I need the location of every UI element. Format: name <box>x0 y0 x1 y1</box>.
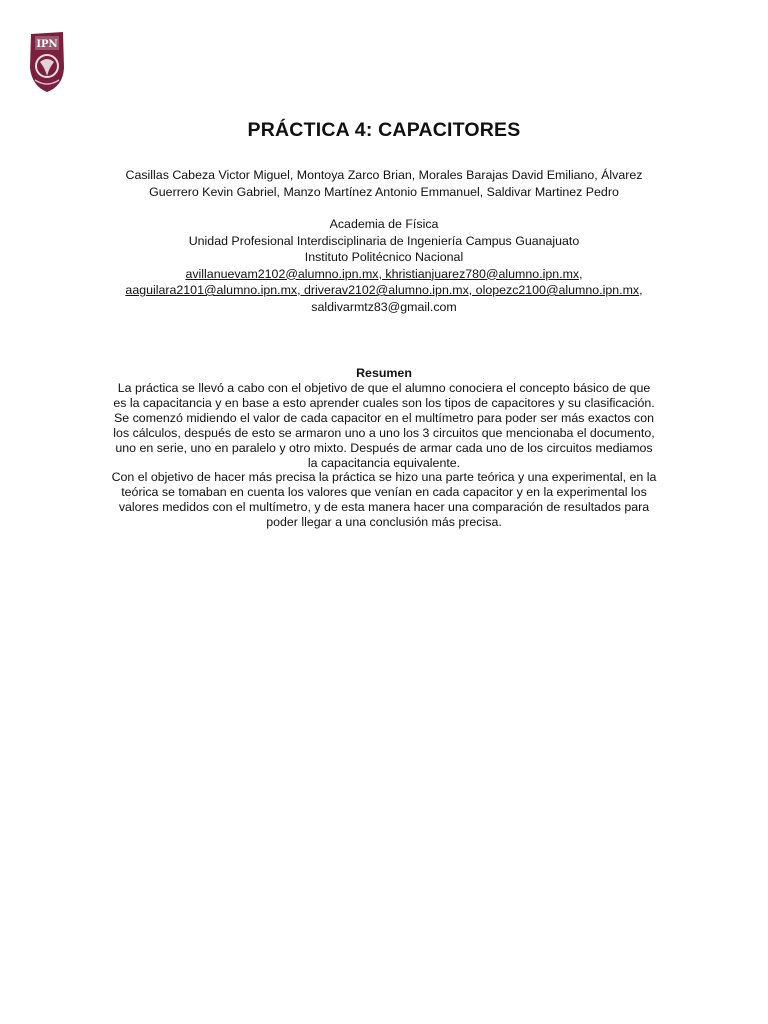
affiliation <box>90 216 678 315</box>
abstract-line: la capacitancia equivalente. <box>307 455 461 470</box>
abstract-line: uno en serie, uno en paralelo y otro mixto. Después de armar cada uno de los circuitos mediamos <box>115 440 653 455</box>
author-line: Casillas Cabeza Victor Miguel, Montoya Zarco Brian, Morales Barajas David Emiliano, Álvarez <box>125 168 643 182</box>
abstract-line: La práctica se llevó a cabo con el objetivo de que el alumno conociera el concepto básico de que <box>117 381 651 395</box>
abstract-line: los cálculos, después de esto se armaron uno a uno los 3 circuitos que mencionaba el documento, <box>113 425 655 440</box>
page-title: PRÁCTICA 4: CAPACITORES <box>247 119 521 141</box>
abstract-line: Con el objetivo de hacer más precisa la práctica se hizo una parte teórica y una experimental, en la <box>111 470 657 485</box>
abstract-line: valores medidos con el multímetro, y de esta manera hacer una comparación de resultados para <box>118 500 650 515</box>
ipn-seal-icon <box>27 28 67 94</box>
abstract-line: es la capacitancia y en base a esto aprender cuales son los tipos de capacitores y su clasificación. <box>113 395 655 410</box>
abstract-heading: Resumen <box>356 366 412 380</box>
email-links-line-2[interactable]: aaguilara2101@alumno.ipn.mx, driverav2102@alumno.ipn.mx, olopezc2100@alumno.ipn.mx <box>125 283 640 297</box>
email-links-line-1[interactable]: avillanuevam2102@alumno.ipn.mx, khristianjuarez780@alumno.ipn.mx, <box>185 266 583 281</box>
abstract-line: teórica se tomaban en cuenta los valores que venían en cada capacitor y en la experimental los <box>121 485 647 500</box>
author-list <box>90 167 678 200</box>
email-line-3: saldivarmtz83@gmail.com <box>311 299 457 314</box>
author-line: Guerrero Kevin Gabriel, Manzo Martínez Antonio Emmanuel, Saldivar Martinez Pedro <box>149 184 619 199</box>
abstract-line: poder llegar a una conclusión más precisa. <box>266 515 502 530</box>
abstract-body <box>90 381 678 530</box>
unit-name: Unidad Profesional Interdisciplinaria de Ingeniería Campus Guanajuato <box>188 233 580 248</box>
academy-name: Academia de Física <box>329 217 439 231</box>
email-separator: , <box>639 283 643 297</box>
abstract-line: Se comenzó midiendo el valor de cada capacitor en el multímetro para poder ser más exactos con <box>114 410 654 425</box>
seal-letters: IPN <box>36 39 58 50</box>
institute-name: Instituto Politécnico Nacional <box>304 250 464 264</box>
